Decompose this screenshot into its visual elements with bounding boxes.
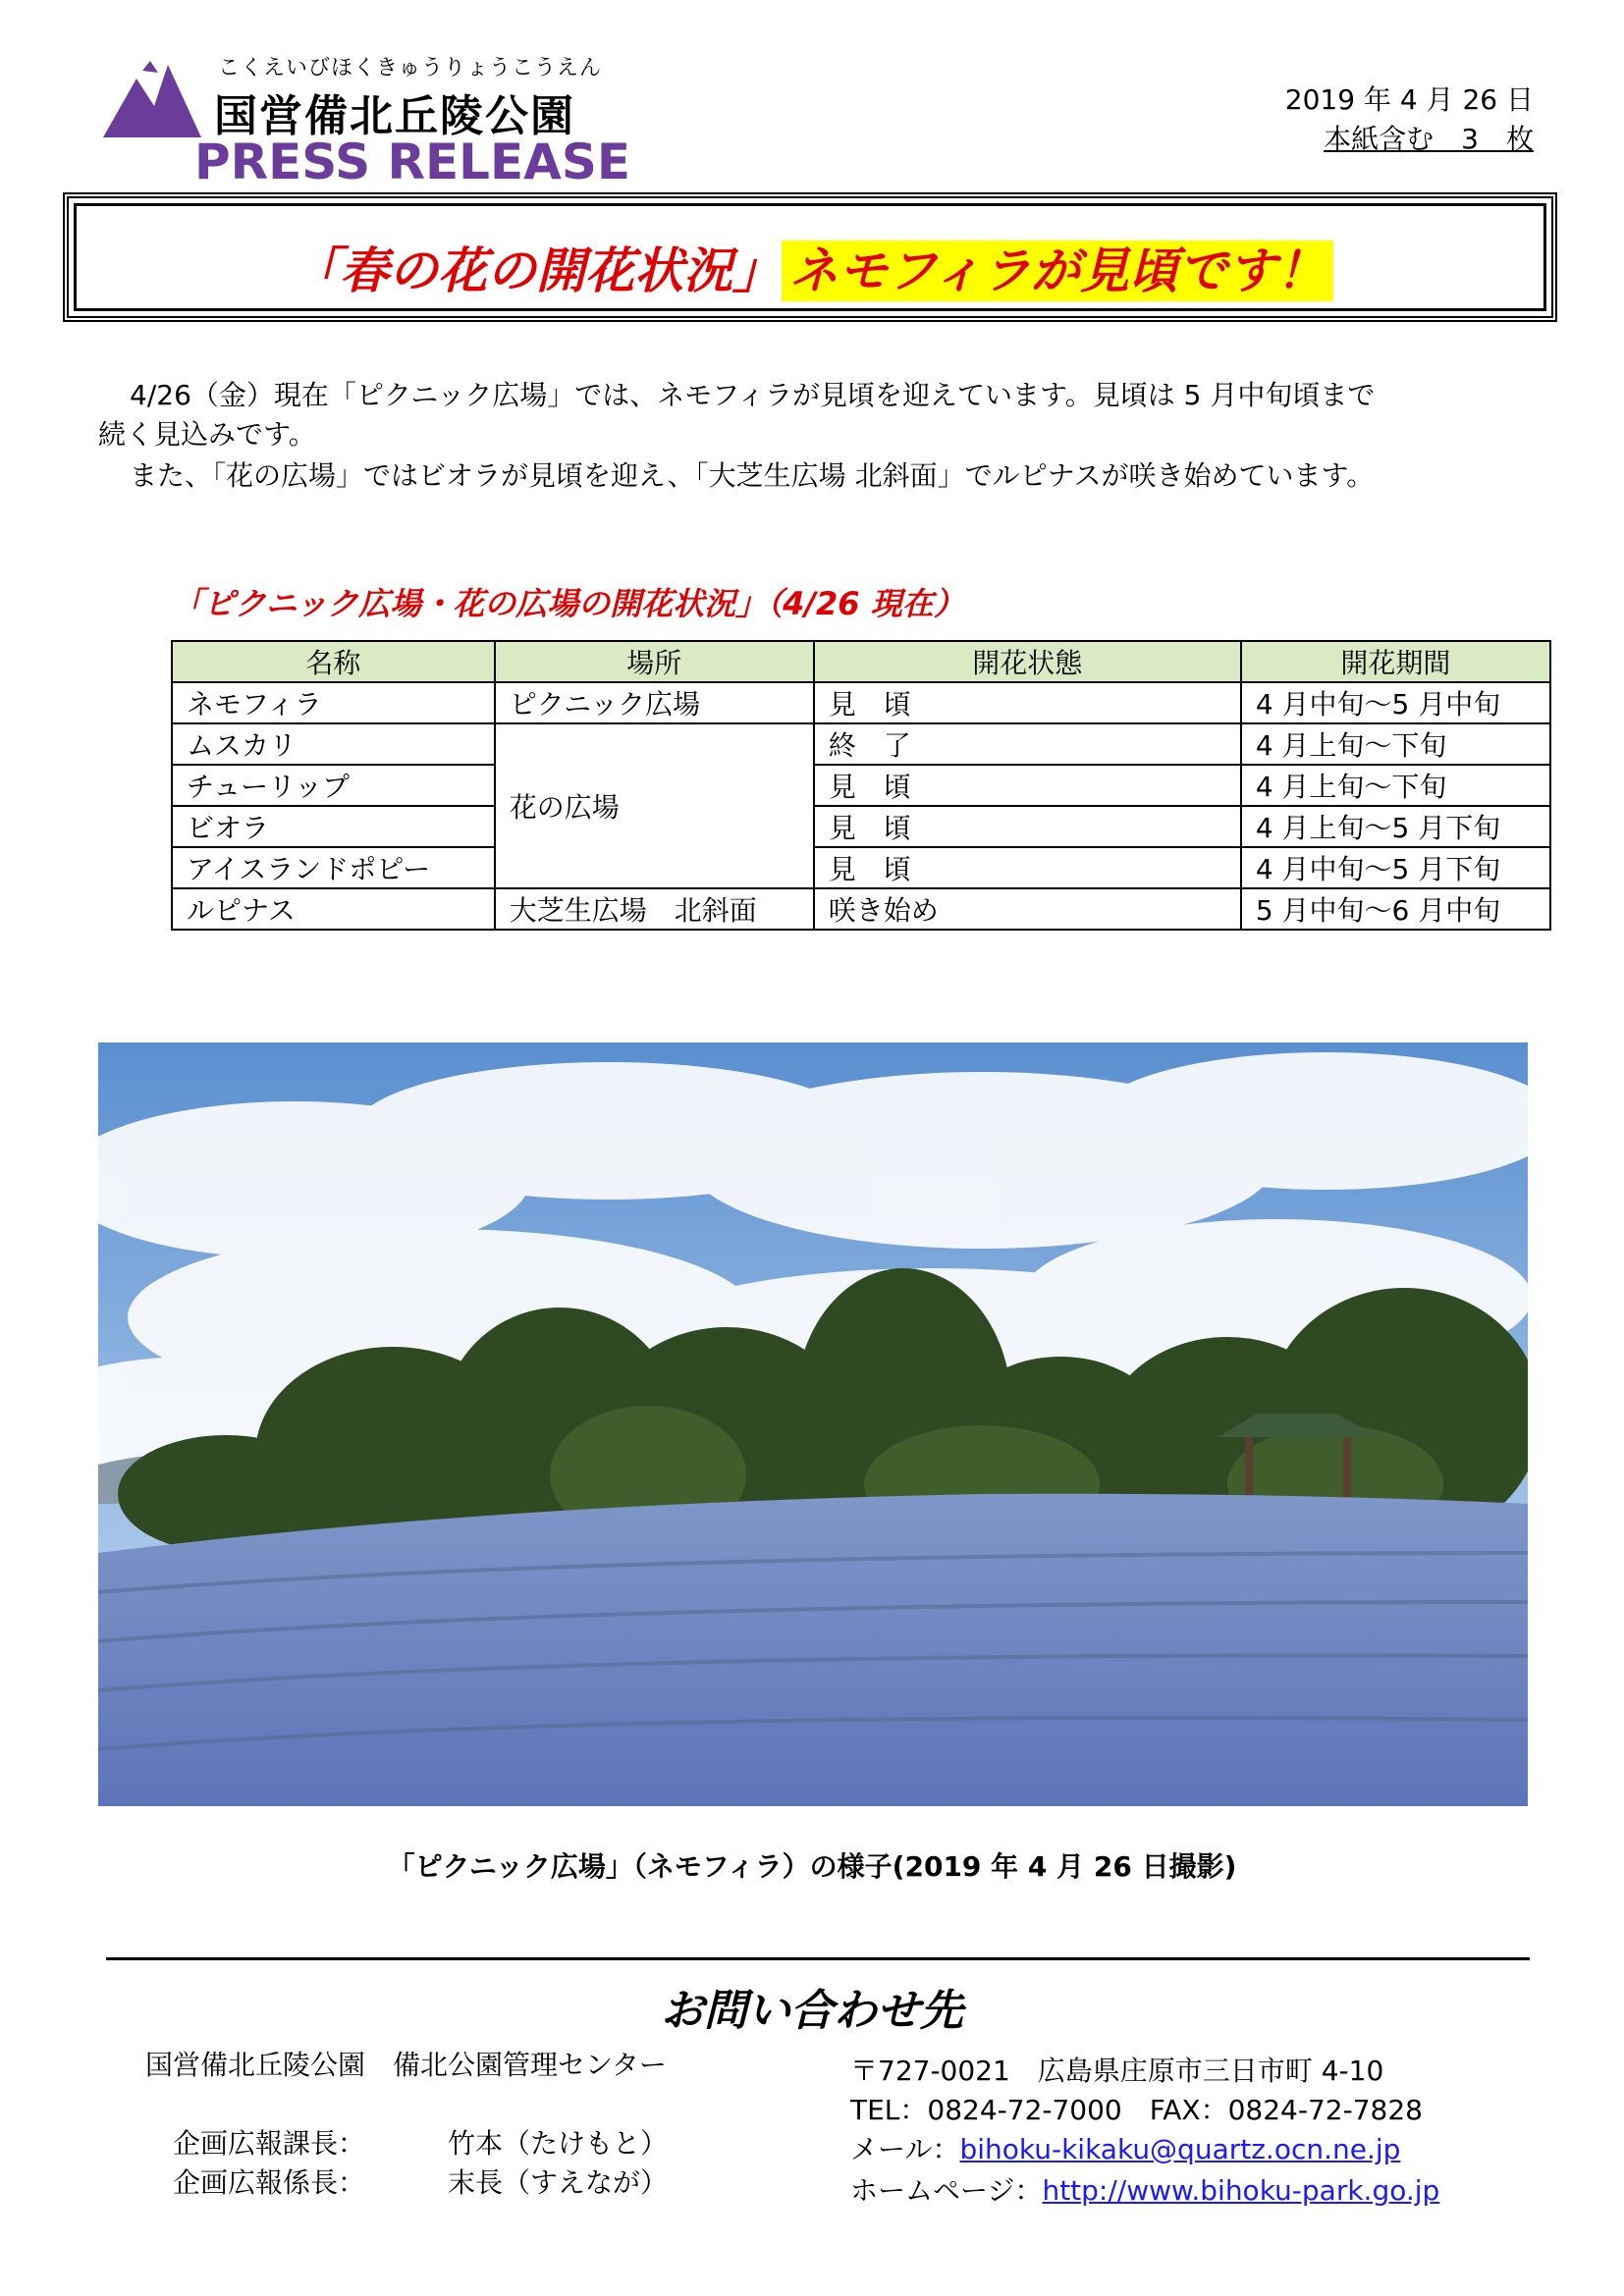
cell-name: ルピナス	[172, 888, 495, 930]
nemophila-field-photo	[98, 1042, 1528, 1806]
section-heading: 「ピクニック広場・花の広場の開花状況」（4/26 現在）	[172, 585, 965, 622]
contact-organization: 国営備北丘陵公園 備北公園管理センター	[145, 2049, 667, 2081]
manager2-title: 企画広報係長：	[173, 2166, 366, 2199]
logo-name: 国営備北丘陵公園	[214, 91, 575, 141]
cell-name: チューリップ	[172, 765, 495, 806]
col-header-period: 開花期間	[1241, 641, 1550, 682]
table-row	[172, 723, 1550, 765]
col-header-name: 名称	[172, 641, 495, 682]
cell-status: 咲き始め	[814, 888, 1241, 930]
cell-period: 4 月中旬～5 月中旬	[1241, 682, 1550, 723]
body-paragraph-1-cont: 続く見込みです。	[98, 418, 316, 451]
mail-label: メール：	[850, 2133, 960, 2165]
release-date: 2019 年 4 月 26 日	[1284, 83, 1534, 116]
mail-link[interactable]: bihoku-kikaku@quartz.ocn.ne.jp	[959, 2133, 1401, 2165]
cell-period: 4 月上旬～下旬	[1241, 765, 1550, 806]
col-header-status: 開花状態	[814, 641, 1241, 682]
cell-period: 4 月上旬～5 月下旬	[1241, 806, 1550, 847]
table-row	[172, 765, 1550, 806]
contact-tel-fax: TEL：0824-72-7000 FAX：0824-72-7828	[850, 2094, 1423, 2126]
cell-status: 終 了	[814, 723, 1241, 765]
page-title	[0, 232, 1624, 302]
logo-kana: こくえいびほくきゅうりょうこうえん	[218, 56, 603, 80]
table-row	[172, 847, 1550, 888]
manager1-title: 企画広報課長：	[173, 2127, 366, 2160]
cell-place: ピクニック広場	[495, 682, 814, 723]
contact-address: 〒727-0021 広島県庄原市三日市町 4-10	[850, 2055, 1384, 2087]
contact-web	[850, 2169, 1439, 2209]
page-count: 本紙含む 3 枚	[1324, 123, 1534, 155]
cell-period: 4 月上旬～下旬	[1241, 723, 1550, 765]
body-paragraph-1: 4/26（金）現在「ピクニック広場」では、ネモフィラが見頃を迎えています。見頃は 5 月中旬頃まで	[130, 379, 1376, 411]
cell-place: 大芝生広場 北斜面	[495, 888, 814, 930]
cell-name: アイスランドポピー	[172, 847, 495, 888]
table-row	[172, 888, 1550, 930]
cell-place: 花の広場	[495, 723, 814, 888]
cell-period: 5 月中旬～6 月中旬	[1241, 888, 1550, 930]
body-paragraph-2: また、「花の広場」ではビオラが見頃を迎え、「大芝生広場 北斜面」でルピナスが咲き始めています。	[130, 459, 1375, 492]
press-release-label: PRESS RELEASE	[194, 133, 631, 190]
contact-heading: お問い合わせ先	[661, 1986, 963, 2036]
cell-status: 見 頃	[814, 847, 1241, 888]
footer-divider	[106, 1957, 1530, 1960]
cell-status: 見 頃	[814, 682, 1241, 723]
col-header-place: 場所	[495, 641, 814, 682]
contact-mail	[850, 2128, 1400, 2167]
web-link[interactable]: http://www.bihoku-park.go.jp	[1042, 2174, 1440, 2207]
park-logo-icon	[103, 61, 201, 139]
web-label: ホームページ：	[850, 2174, 1043, 2207]
manager2-name: 末長（すえなが）	[448, 2166, 669, 2199]
cell-name: ビオラ	[172, 806, 495, 847]
manager1-name: 竹本（たけもと）	[448, 2127, 669, 2160]
photo-caption: 「ピクニック広場」（ネモフィラ）の様子(2019 年 4 月 26 日撮影)	[387, 1850, 1237, 1883]
cell-name: ネモフィラ	[172, 682, 495, 723]
table-row	[172, 682, 1550, 723]
table-row	[172, 806, 1550, 847]
cell-status: 見 頃	[814, 806, 1241, 847]
cell-status: 見 頃	[814, 765, 1241, 806]
title-part1: 「春の花の開花状況」	[291, 242, 782, 299]
table-header-row	[172, 641, 1550, 682]
title-part2-highlight: ネモフィラが見頃です！	[782, 240, 1333, 301]
cell-name: ムスカリ	[172, 723, 495, 765]
cell-period: 4 月中旬～5 月下旬	[1241, 847, 1550, 888]
bloom-status-table	[171, 640, 1551, 931]
